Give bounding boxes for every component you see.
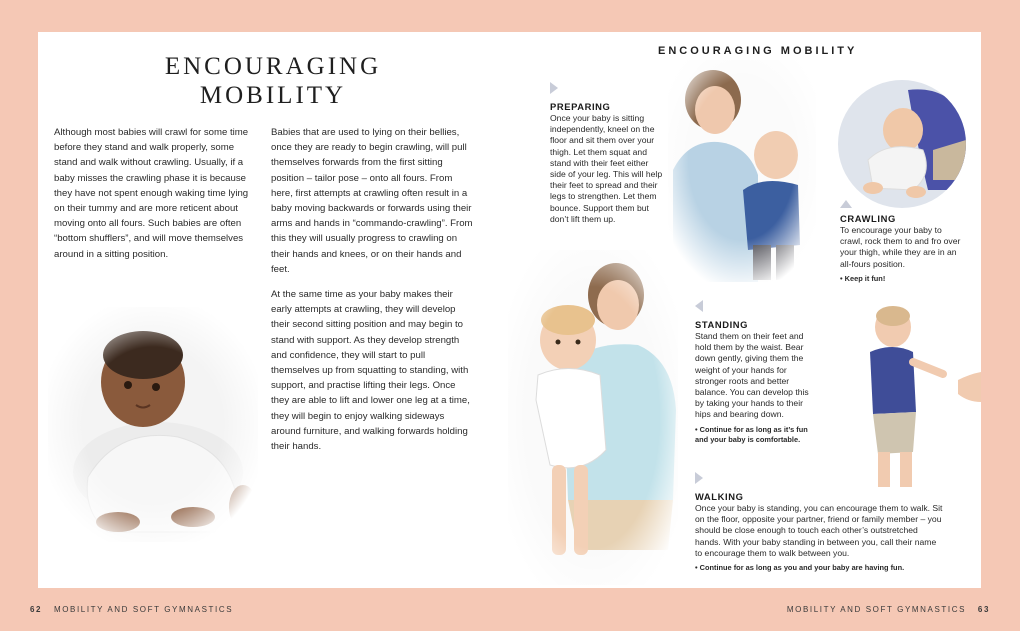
book-spread: [38, 32, 981, 588]
preparing-heading: PREPARING: [550, 101, 611, 112]
page-title: [138, 52, 408, 110]
crawling-text: To encourage your baby to crawl, rock them to and fro over your thigh, while they are in an all-fours position.: [840, 225, 961, 269]
crawling-photo: [838, 80, 966, 208]
crawling-paragraph: Babies that are used to lying on their bellies, once they are ready to begin crawling, will pull themselves forwards from the first sitting position – tailor pose – onto all fours. From here, first attempts at crawling often result in a baby moving backwards or forwards using their arms and hands in “commando-crawling”. From this they will usually progress to crawling on their hands and knees, or on their hands and feet.: [271, 127, 473, 275]
left-footer-label: MOBILITY AND SOFT GYMNASTICS: [53, 605, 234, 614]
standing-tip: • Continue for as long as it’s fun and your baby is comfortable.: [695, 424, 808, 444]
crawling-baby-photo: [48, 307, 258, 542]
left-footer: [22, 605, 233, 614]
preparing-photo: [668, 60, 816, 282]
standing-heading: STANDING: [695, 319, 749, 330]
standing-paragraph: At the same time as your baby makes their early attempts at crawling, they will develop their second sitting position and may begin to stand with support. As they develop strength and confidence, they will start to pull themselves up from squatting to standing, with support, and practise lifting their legs. Once they are able to lift and lower one leg at a time, they will begin to enjoy walking sideways around furniture, and walking forwards holding their hands.: [271, 289, 470, 453]
walking-section: [695, 472, 945, 573]
preparing-section: [550, 82, 666, 225]
left-page-number: 62: [30, 605, 43, 614]
right-page-number: 63: [977, 605, 990, 614]
right-arrow-icon: [695, 300, 703, 312]
standing-section: [695, 300, 813, 445]
title-line-2: MOBILITY: [199, 82, 347, 109]
standing-photo: [508, 250, 678, 585]
intro-paragraph: Although most babies will crawl for some time before they stand and walk properly, some stand and walk without crawling. Usually, if a baby misses the crawling phase it is because they have not spent enough waking time lying on their tummy and are more reticent about moving onto all fours. Such babies are often “bottom shufflers”, and will move themselves around in a sitting position.: [54, 127, 249, 260]
crawling-tip: • Keep it fun!: [840, 273, 886, 283]
crawling-section: [840, 200, 964, 284]
right-footer-label: MOBILITY AND SOFT GYMNASTICS: [786, 605, 967, 614]
standing-text: Stand them on their feet and hold them by the waist. Bear down gently, giving them the weight of your hands for stronger roots and better balance. You can develop this by taking your hands to their hips and bearing down.: [695, 331, 809, 420]
walking-photo: [848, 302, 981, 497]
right-footer: [787, 605, 998, 614]
up-arrow-icon: [840, 200, 852, 208]
preparing-text: Once your baby is sitting independently, kneel on the floor and sit them over your thigh. Let them squat and stand with their feet either side of your leg. This will help their feet to spread and their legs to strengthen. Let them bounce. Support them but don’t lift them up.: [550, 113, 663, 224]
right-arrow-icon: [695, 472, 703, 484]
crawling-heading: CRAWLING: [840, 213, 896, 224]
running-head: ENCOURAGING MOBILITY: [658, 45, 858, 57]
walking-text: Once your baby is standing, you can encourage them to walk. Sit on the floor, opposite your partner, friend or family member – you should be close enough to touch each other’s outstretched hands. With your baby standing in between you, call their name to encourage them to walk between you.: [695, 503, 943, 558]
title-line-1: ENCOURAGING: [164, 53, 382, 80]
walking-heading: WALKING: [695, 491, 744, 502]
walking-tip: • Continue for as long as you and your baby are having fun.: [695, 563, 905, 573]
right-arrow-icon: [550, 82, 558, 94]
